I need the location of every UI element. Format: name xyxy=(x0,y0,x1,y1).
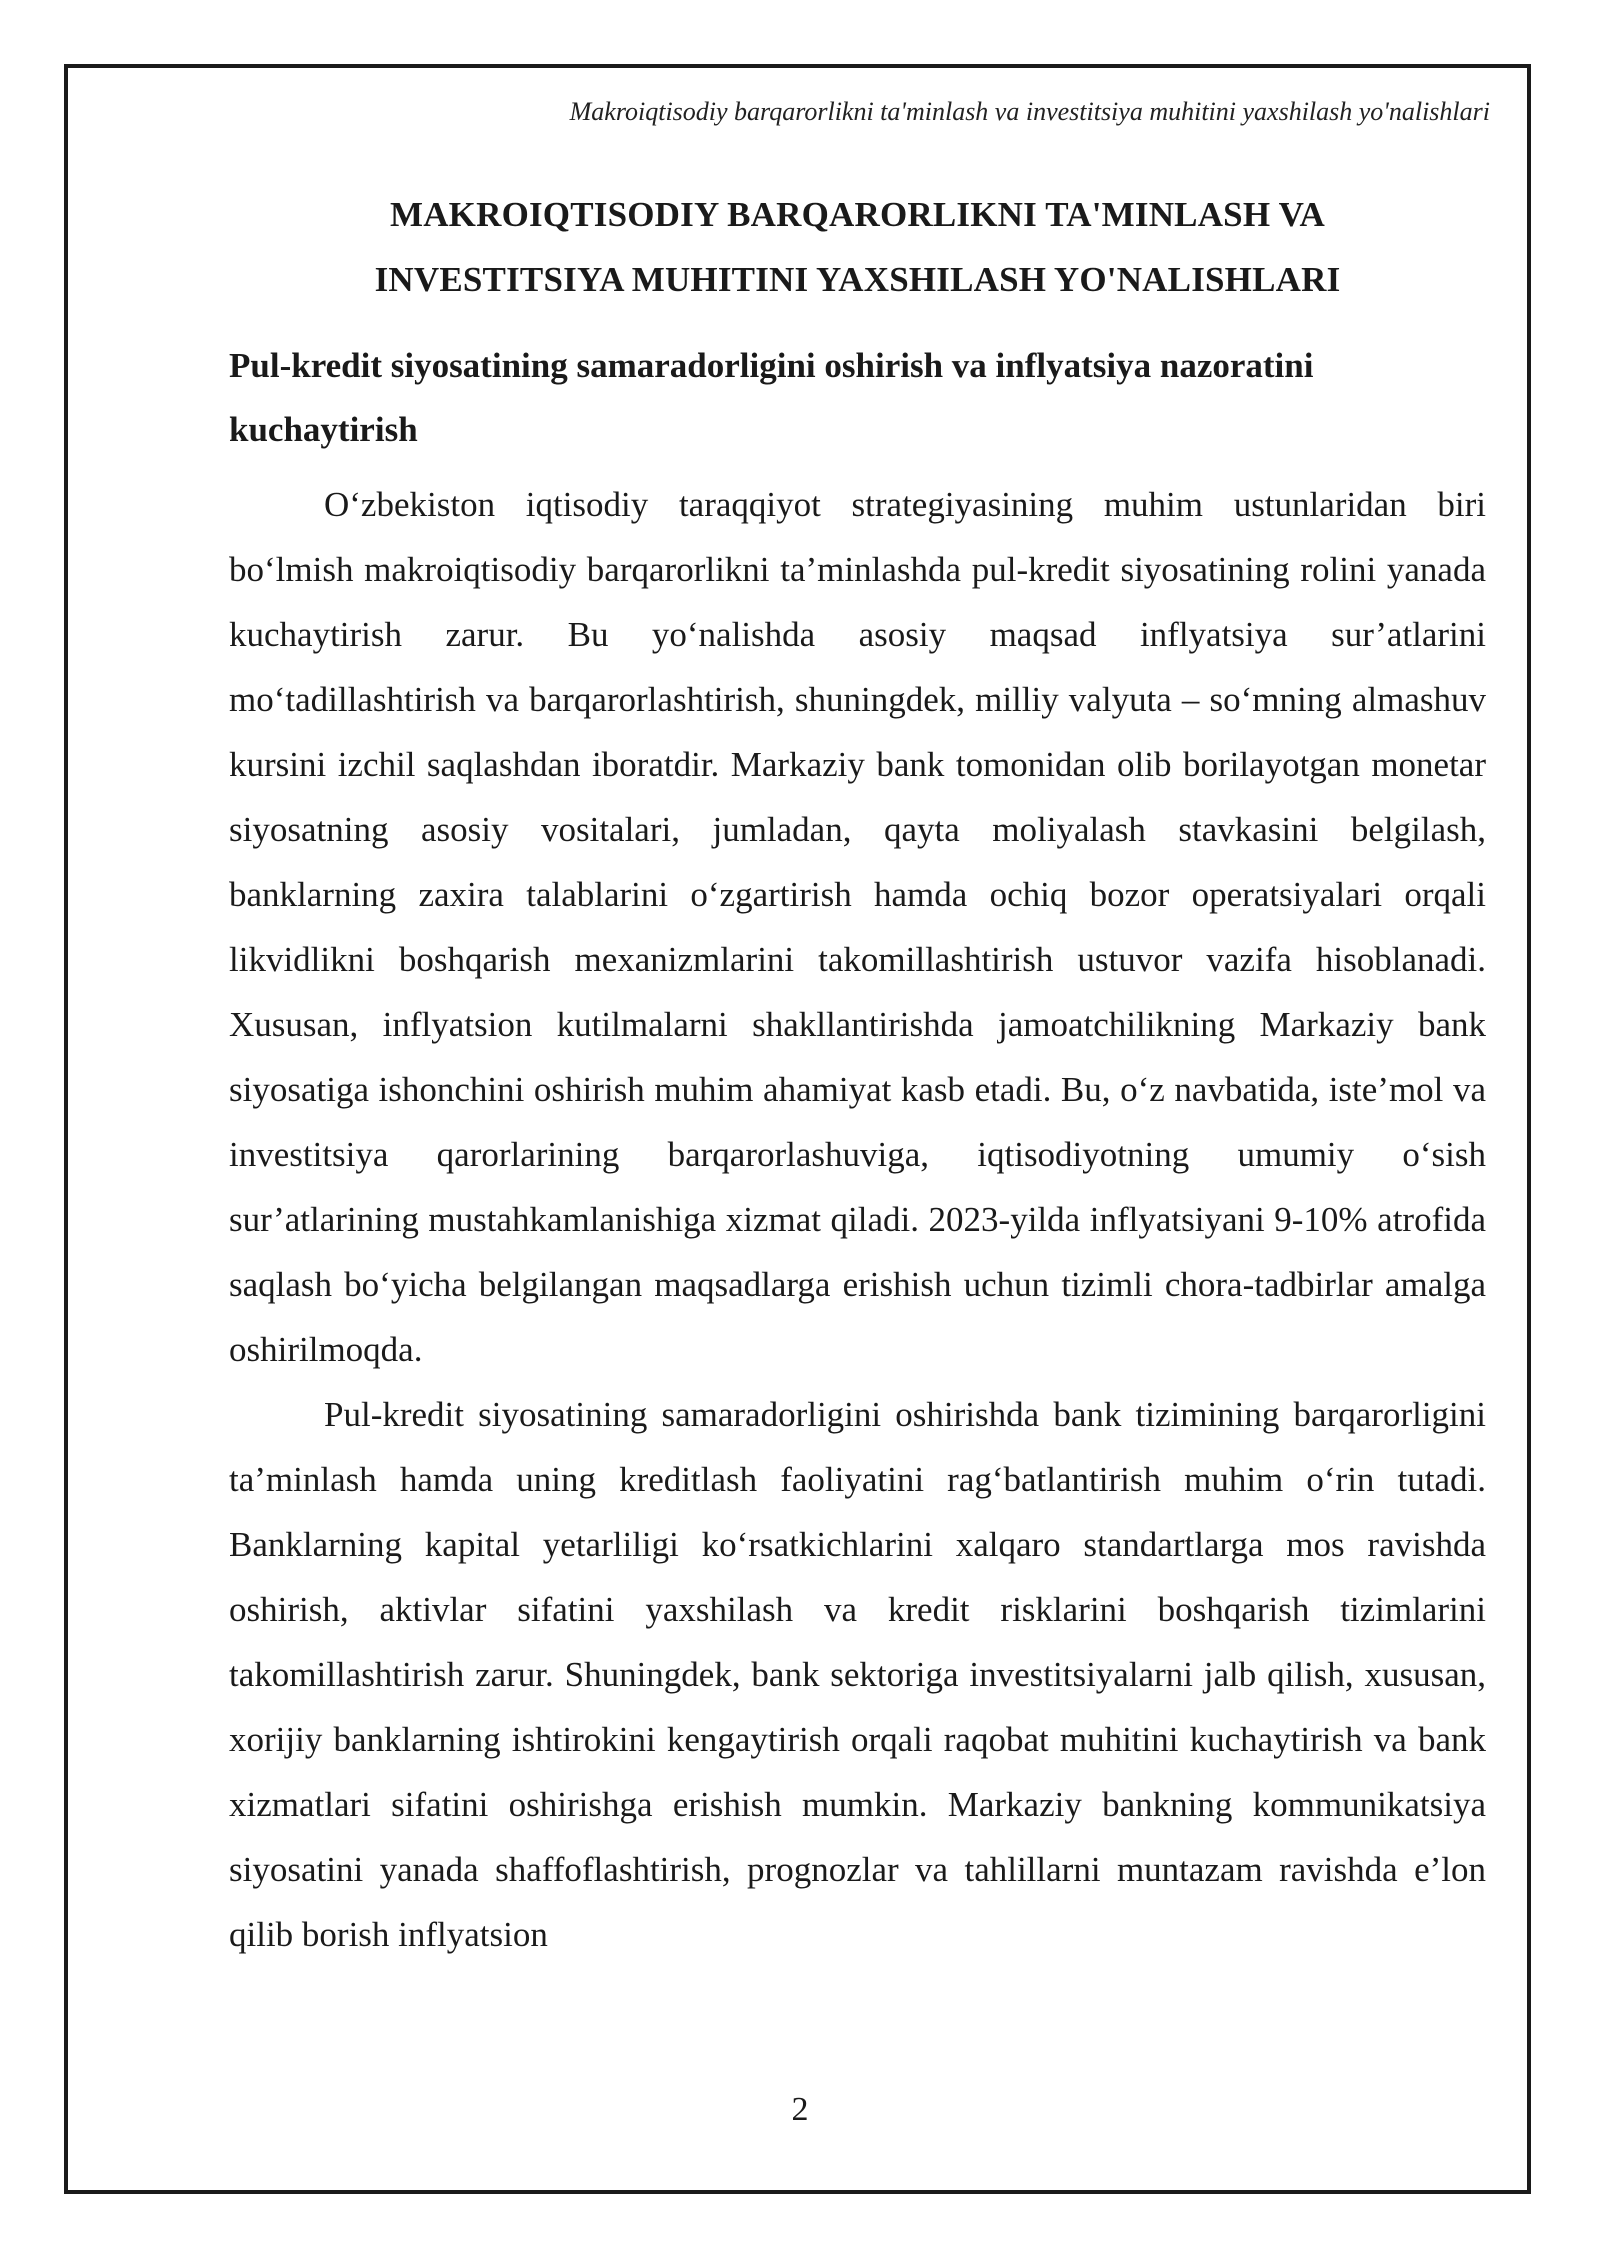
running-header: Makroiqtisodiy barqarorlikni ta'minlash va investitsiya muhitini yaxshilash yo'nalishlari xyxy=(569,97,1490,126)
body-paragraph-2: Pul-kredit siyosatining samaradorligini oshirishda bank tizimining barqarorligini ta’minlash hamda uning kreditlash faoliyatini rag‘batlantirish muhim o‘rin tutadi. Banklarning kapital yetarliligi ko‘rsatkichlarini xalqaro standartlarga mos ravishda oshirish, aktivlar sifatini yaxshilash va kredit risklarini boshqarish tizimlarini takomillashtirish zarur. Shuningdek, bank sektoriga investitsiyalarni jalb qilish, xususan, xorijiy banklarning ishtirokini kengaytirish orqali raqobat muhitini kuchaytirish va bank xizmatlari sifatini oshirishga erishish mumkin. Markaziy bankning kommunikatsiya siyosatini yanada shaffoflashtirish, prognozlar va tahlillarni muntazam ravishda e’lon qilib borish inflyatsion xyxy=(229,1395,1486,1954)
document-title-line-2: INVESTITSIYA MUHITINI YAXSHILASH YO'NALISHLARI xyxy=(374,260,1341,299)
document-title-line-1: MAKROIQTISODIY BARQARORLIKNI TA'MINLASH VA xyxy=(389,195,1326,234)
section-heading: Pul-kredit siyosatining samaradorligini oshirish va inflyatsiya nazoratini kuchaytirish xyxy=(229,346,1314,449)
body-paragraph-1: O‘zbekiston iqtisodiy taraqqiyot strategiyasining muhim ustunlaridan biri bo‘lmish makroiqtisodiy barqarorlikni ta’minlashda pul-kredit siyosatining rolini yanada kuchaytirish zarur. Bu yo‘nalishda asosiy maqsad inflyatsiya sur’atlarini mo‘tadillashtirish va barqarorlashtirish, shuningdek, milliy valyuta – so‘mning almashuv kursini izchil saqlashdan iboratdir. Markaziy bank tomonidan olib borilayotgan monetar siyosatning asosiy vositalari, jumladan, qayta moliyalash stavkasini belgilash, banklarning zaxira talablarini o‘zgartirish hamda ochiq bozor operatsiyalari orqali likvidlikni boshqarish mexanizmlarini takomillashtirish ustuvor vazifa hisoblanadi. Xususan, inflyatsion kutilmalarni shakllantirishda jamoatchilikning Markaziy bank siyosatiga ishonchini oshirish muhim ahamiyat kasb etadi. Bu, o‘z navbatida, iste’mol va investitsiya qarorlarining barqarorlashuviga, iqtisodiyotning umumiy o‘sish sur’atlarining mustahkamlanishiga xizmat qiladi. 2023-yilda inflyatsiyani 9-10% atrofida saqlash bo‘yicha belgilangan maqsadlarga erishish uchun tizimli chora-tadbirlar amalga oshirilmoqda. xyxy=(229,485,1486,1369)
document-title xyxy=(229,182,1486,312)
page-number: 2 xyxy=(791,2091,809,2128)
page-content xyxy=(229,182,1486,1967)
